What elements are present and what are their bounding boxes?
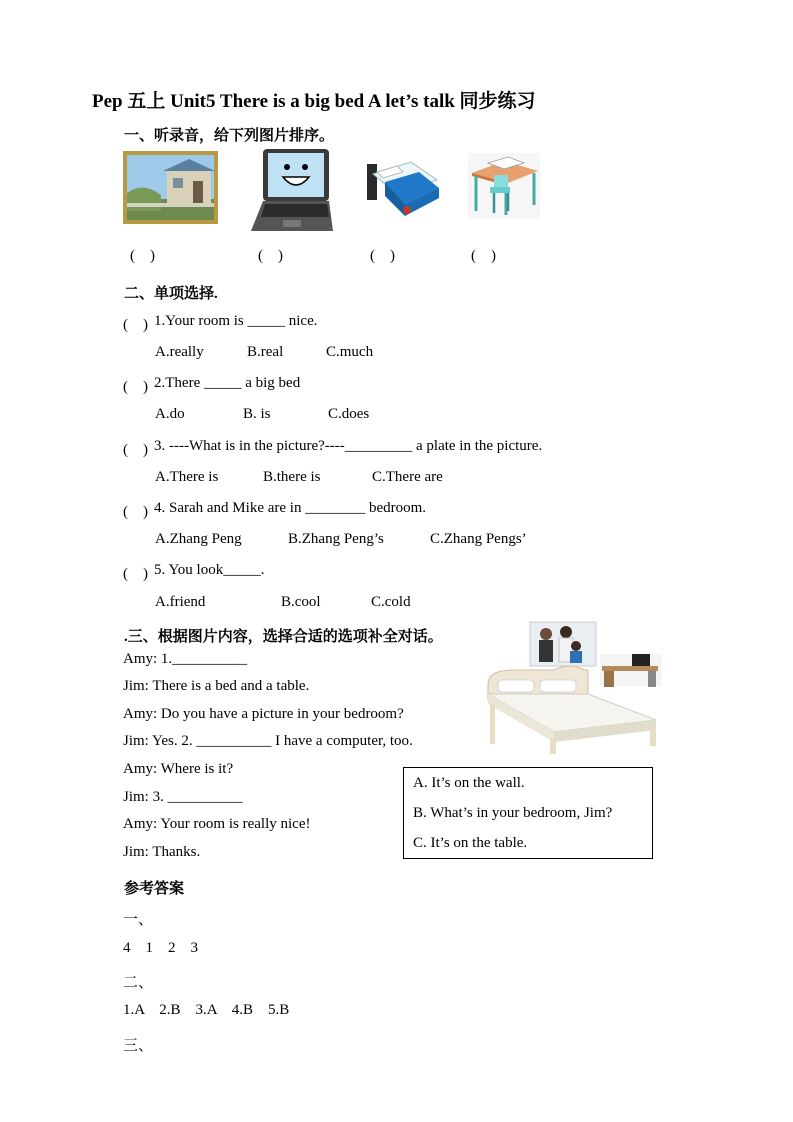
option: C.much	[326, 344, 374, 360]
dialogue-line: Jim: Yes. 2. __________ I have a computer, too.	[123, 733, 413, 749]
order-blank-3[interactable]: ( )	[370, 248, 395, 264]
question-paren[interactable]: ( )	[123, 504, 148, 520]
option: C.cold	[371, 594, 411, 610]
section3-heading: .三、根据图片内容，选择合适的选项补全对话。	[124, 629, 443, 645]
question-text: 1.Your room is _____ nice.	[154, 313, 318, 329]
option: B.real	[247, 344, 284, 360]
option: B.Zhang Peng’s	[288, 531, 384, 547]
dialogue-line: Amy: Where is it?	[123, 761, 234, 777]
question-paren[interactable]: ( )	[123, 317, 148, 333]
bedroom-picture-icon	[484, 620, 664, 757]
answers-part2: 1.A 2.B 3.A 4.B 5.B	[123, 1002, 290, 1018]
option: A.really	[155, 344, 204, 360]
dialogue-line: Amy: 1.__________	[123, 651, 248, 667]
laptop-icon	[249, 147, 333, 235]
option: A.friend	[155, 594, 206, 610]
dialogue-line: Jim: Thanks.	[123, 844, 201, 860]
answers-part3-label: 三、	[123, 1038, 154, 1054]
option: B.cool	[281, 594, 321, 610]
option: B.there is	[263, 469, 321, 485]
section2-heading: 二、单项选择.	[124, 286, 218, 302]
order-blank-1[interactable]: ( )	[130, 248, 155, 264]
dialogue-line: Amy: Your room is really nice!	[123, 816, 311, 832]
desk-chair-icon	[468, 153, 540, 219]
dialogue-line: Amy: Do you have a picture in your bedroom?	[123, 706, 404, 722]
answers-part2-label: 二、	[123, 975, 154, 991]
question-paren[interactable]: ( )	[123, 379, 148, 395]
question-text: 5. You look_____.	[154, 562, 265, 578]
question-text: 2.There _____ a big bed	[154, 375, 301, 391]
question-text: 4. Sarah and Mike are in ________ bedroom.	[154, 500, 427, 516]
answers-part1-label: 一、	[123, 912, 154, 928]
option-b: B. What’s in your bedroom, Jim?	[413, 805, 613, 821]
dialogue-line: Jim: There is a bed and a table.	[123, 678, 310, 694]
option: A.There is	[155, 469, 219, 485]
option: C.does	[328, 406, 370, 422]
question-paren[interactable]: ( )	[123, 566, 148, 582]
option: A.Zhang Peng	[155, 531, 242, 547]
order-blank-4[interactable]: ( )	[471, 248, 496, 264]
option: C.There are	[372, 469, 443, 485]
bed-icon	[367, 160, 439, 218]
answers-heading: 参考答案	[124, 881, 185, 897]
dialogue-line: Jim: 3. __________	[123, 789, 243, 805]
option: C.Zhang Pengs’	[430, 531, 527, 547]
house-picture-icon	[123, 151, 218, 224]
option: B. is	[243, 406, 271, 422]
question-text: 3. ----What is in the picture?----_________ a plate in the picture.	[154, 438, 543, 454]
option-a: A. It’s on the wall.	[413, 775, 525, 791]
option: A.do	[155, 406, 185, 422]
page-title: Pep 五上 Unit5 There is a big bed A let’s talk 同步练习	[92, 91, 536, 112]
section1-heading: 一、听录音，给下列图片排序。	[124, 128, 335, 144]
answers-part1: 4 1 2 3	[123, 940, 198, 956]
order-blank-2[interactable]: ( )	[258, 248, 283, 264]
question-paren[interactable]: ( )	[123, 442, 148, 458]
option-c: C. It’s on the table.	[413, 835, 528, 851]
